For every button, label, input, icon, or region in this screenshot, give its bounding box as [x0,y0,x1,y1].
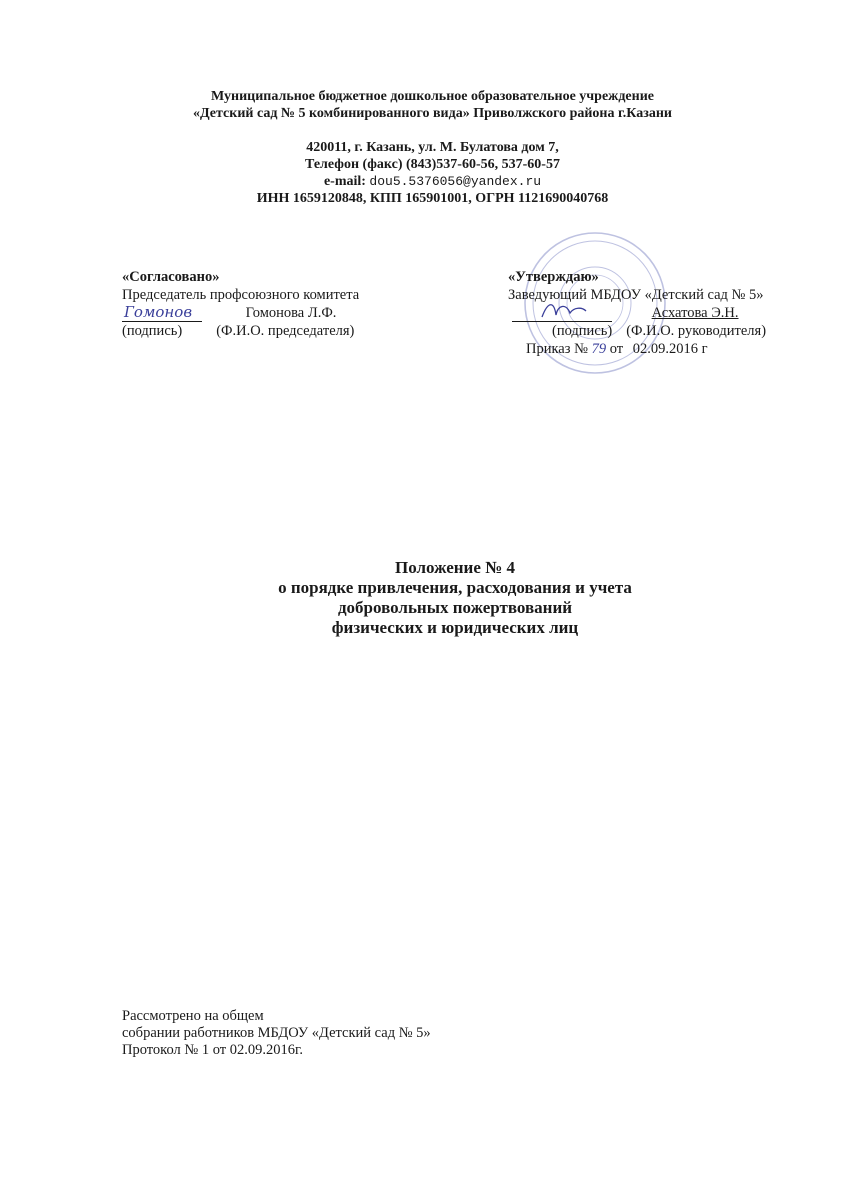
agreed-captions [122,322,452,340]
approved-name: Асхатова Э.Н. [651,305,739,321]
email-value: dou5.5376056@yandex.ru [369,174,542,189]
agreed-name: Гомонова Л.Ф. [245,305,337,321]
approval-agreed-block [122,268,452,340]
order-date: 02.09.2016 г [632,341,708,357]
agreed-caption-sign: (подпись) [122,323,183,339]
agreed-position: Председатель профсоюзного комитета [122,287,360,303]
agreed-signature-line [122,305,202,322]
title-line3: добровольных пожертвований [337,598,573,617]
approved-title: «Утверждаю» [508,269,599,285]
email-label: e-mail: [323,174,366,189]
review-note [122,1008,622,1059]
review-line2: собрании работников МБДОУ «Детский сад № 5» [122,1025,431,1041]
org-name-line2: «Детский сад № 5 комбинированного вида» Приволжского района г.Казани [192,106,672,121]
org-address: 420011, г. Казань, ул. М. Булатова дом 7, [306,140,559,155]
title-line4: физических и юридических лиц [331,618,579,637]
approved-order [508,340,808,358]
order-label: Приказ № [526,341,588,357]
org-email [0,173,865,190]
svg-text:Гомонов: Гомонов [124,303,193,321]
approved-signature-line [512,305,612,322]
order-from: от [609,341,624,357]
review-line3: Протокол № 1 от 02.09.2016г. [122,1042,303,1058]
approved-caption-sign: (подпись) [552,323,613,339]
approved-signature-row [508,304,808,322]
approved-signature [512,297,612,323]
agreed-title: «Согласовано» [122,269,220,285]
title-line2: о порядке привлечения, расходования и учета [278,578,632,597]
agreed-caption-name: (Ф.И.О. председателя) [216,323,355,339]
agreed-signature [122,297,202,323]
approved-position: Заведующий МБДОУ «Детский сад № 5» [508,287,764,303]
order-number: 79 [591,341,607,357]
document-title [0,558,865,638]
agreed-signature-row [122,304,452,322]
approved-caption-name: (Ф.И.О. руководителя) [626,323,767,339]
organization-header [0,88,865,207]
title-line1: Положение № 4 [395,558,515,577]
org-ids: ИНН 1659120848, КПП 165901001, ОГРН 1121690040768 [256,191,609,206]
review-line1: Рассмотрено на общем [122,1008,264,1024]
approved-captions [508,322,808,340]
org-phone: Телефон (факс) (843)537-60-56, 537-60-57 [305,157,560,172]
org-name-line1: Муниципальное бюджетное дошкольное образовательное учреждение [211,89,654,104]
approval-approved-block [508,268,808,358]
